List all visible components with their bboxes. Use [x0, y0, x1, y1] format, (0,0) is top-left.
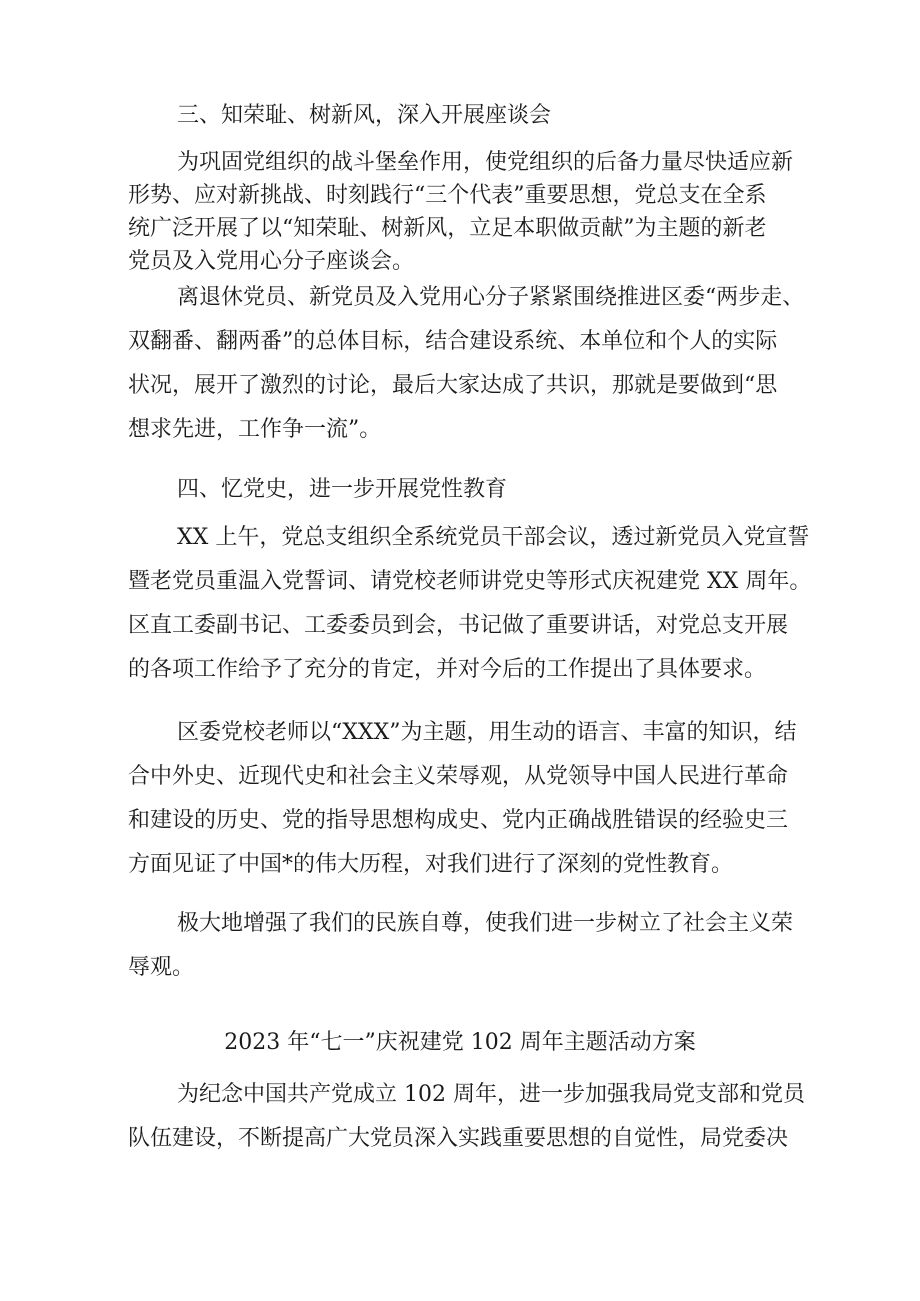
text-line: 合中外史、近现代史和社会主义荣辱观，从党领导中国人民进行革命	[128, 764, 789, 789]
paragraph-3-2	[128, 276, 805, 452]
text-line: 双翻番、翻两番”的总体目标，结合建设系统、本单位和个人的实际	[128, 329, 778, 354]
text-line: 极大地增强了我们的民族自尊，使我们进一步树立了社会主义荣	[177, 911, 794, 936]
text-line: 形势、应对新挑战、时刻践行“三个代表”重要思想，党总支在全系	[128, 183, 767, 208]
heading-text: 三、知荣耻、树新风，深入开展座谈会	[177, 103, 552, 128]
text-line: 想求先进，工作争一流”。	[128, 417, 382, 442]
text-line: 暨老党员重温入党誓词、请党校老师讲党史等形式庆祝建党 XX 周年。	[128, 569, 812, 594]
text-line: 区直工委副书记、工委委员到会，书记做了重要讲话，对党总支开展	[128, 613, 789, 638]
paragraph-4-1	[128, 516, 812, 692]
heading-text: 四、忆党史，进一步开展党性教育	[177, 477, 508, 502]
text-line: 区委党校老师以“XXX”为主题，用生动的语言、丰富的知识，结	[177, 720, 797, 745]
text-line: 为纪念中国共产党成立 102 周年，进一步加强我局党支部和党员	[177, 1082, 805, 1107]
paragraph-3-1	[128, 146, 796, 278]
plan-title: 2023 年“七一”庆祝建党 102 周年主题活动方案	[224, 1030, 696, 1055]
section-heading-4	[128, 468, 796, 512]
text-line: 党员及入党用心分子座谈会。	[128, 249, 415, 274]
paragraph-plan-1	[128, 1073, 805, 1161]
text-line: 的各项工作给予了充分的肯定，并对今后的工作提出了具体要求。	[128, 657, 767, 682]
text-line: 队伍建设，不断提高广大党员深入实践重要思想的自觉性，局党委决	[128, 1126, 789, 1151]
text-line: 方面见证了中国*的伟大历程，对我们进行了深刻的党性教育。	[128, 852, 734, 877]
text-line: 为巩固党组织的战斗堡垒作用，使党组织的后备力量尽快适应新	[177, 150, 794, 175]
text-line: 辱观。	[128, 955, 195, 980]
paragraph-4-2	[128, 711, 796, 887]
text-line: XX 上午，党总支组织全系统党员干部会议，透过新党员入党宣誓	[177, 525, 810, 550]
text-line: 统广泛开展了以“知荣耻、树新风，立足本职做贡献”为主题的新老	[128, 216, 767, 241]
text-line: 离退休党员、新党员及入党用心分子紧紧围绕推进区委“两步走、	[177, 285, 805, 310]
section-heading-3	[128, 94, 796, 138]
text-line: 状况，展开了激烈的讨论，最后大家达成了共识，那就是要做到“思	[128, 373, 778, 398]
text-line: 和建设的历史、党的指导思想构成史、党内正确战胜错误的经验史三	[128, 808, 789, 833]
paragraph-4-3	[128, 902, 796, 990]
